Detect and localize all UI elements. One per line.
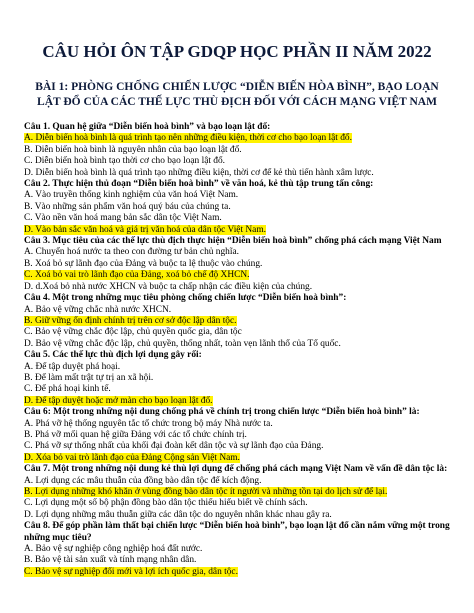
question-block	[24, 293, 450, 350]
answer-option-text: A. Phá vỡ hệ thống nguyên tắc tổ chức trong bộ máy Nhà nước ta.	[24, 418, 273, 429]
answer-option-text: A. Để tập duyệt phá hoại.	[24, 361, 121, 372]
answer-option	[24, 282, 450, 293]
answer-option	[24, 156, 450, 167]
answer-option-text: B. Giữ vững ổn định chính trị trên cơ sở độc lập dân tộc.	[24, 315, 237, 326]
answer-option-text: B. Vào những sản phẩm văn hoá quý báu của chúng ta.	[24, 201, 231, 212]
answer-option-highlighted	[24, 567, 450, 578]
answer-option-highlighted	[24, 487, 450, 498]
answer-option	[24, 190, 450, 201]
answer-option-highlighted	[24, 225, 450, 236]
answer-option	[24, 259, 450, 270]
question-block	[24, 464, 450, 521]
answer-option	[24, 202, 450, 213]
question-block	[24, 521, 450, 578]
document-title: CÂU HỎI ÔN TẬP GDQP HỌC PHẦN II NĂM 2022	[42, 42, 432, 61]
answer-option	[24, 498, 450, 509]
answer-option-highlighted	[24, 133, 450, 144]
question-block	[24, 122, 450, 179]
answer-option-text: D. Vào bản sắc văn hoá và giá trị văn hoá của dân tộc Việt Nam.	[24, 224, 266, 235]
question-text: Câu 6: Một trong những nội dung chống phá về chính trị trong chiến lược “Diễn biến hoà bình” là:	[24, 407, 420, 418]
answer-option	[24, 384, 450, 395]
answer-option-highlighted	[24, 270, 450, 281]
answer-option	[24, 419, 450, 430]
question-text: Câu 4. Một trong những mục tiêu phòng chống chiến lược “Diễn biến hoà bình”:	[24, 293, 347, 304]
answer-option-text: C. Lợi dụng một số bộ phận đồng bào dân tộc thiếu hiểu biết về chính sách.	[24, 498, 308, 509]
lesson-title: BÀI 1: PHÒNG CHỐNG CHIẾN LƯỢC “DIỄN BIẾN HÒA BÌNH”, BẠO LOẠN LẬT ĐỔ CỦA CÁC THẾ LỰC THÙ ĐỊCH ĐỐI VỚI CÁCH MẠNG VIỆT NAM	[35, 81, 439, 108]
answer-option-text: A. Chuyển hoá nước ta theo con đường tư bản chủ nghĩa.	[24, 247, 239, 258]
answer-option-highlighted	[24, 453, 450, 464]
answer-option-text: A. Lợi dụng các mâu thuẫn của đồng bào dân tộc để kích động.	[24, 475, 262, 486]
question-text: Câu 3. Mục tiêu của các thế lực thù địch thực hiện “Diễn biến hoà bình” chống phá cách mạng Việt Nam	[24, 236, 442, 247]
answer-option-highlighted	[24, 396, 450, 407]
answer-option-text: A. Vào truyền thống kinh nghiệm của văn hoá Việt Nam.	[24, 190, 239, 201]
question-block	[24, 236, 450, 293]
answer-option	[24, 476, 450, 487]
answer-option	[24, 373, 450, 384]
answer-option	[24, 327, 450, 338]
answer-option-text: C. Vào nền văn hoá mang bản sắc dân tộc Việt Nam.	[24, 213, 222, 224]
answer-option-text: C. Bảo vệ sự nghiệp đổi mới và lợi ích quốc gia, dân tộc.	[24, 566, 238, 577]
answer-option-text: B. Để làm mất trật tự trị an xã hội.	[24, 372, 154, 383]
question-text: Câu 1. Quan hệ giữa “Diễn biến hoà bình” và bạo loạn lật đổ:	[24, 122, 271, 132]
answer-option	[24, 510, 450, 521]
answer-option-text: C. Để phá hoại kinh tế.	[24, 384, 111, 395]
answer-option	[24, 305, 450, 316]
answer-option-text: C. Diễn biến hoà bình tạo thời cơ cho bạo loạn lật đổ.	[24, 156, 226, 167]
answer-option	[24, 430, 450, 441]
question-text: Câu 7. Một trong những nội dung kẻ thù lợi dụng để chống phá cách mạng Việt Nam về vấn đề dân tộc là:	[24, 464, 448, 475]
answer-option-text: A. Diễn biến hoà bình là quá trình tạo nên những điều kiện, thời cơ cho bạo loạn lật đổ.	[24, 133, 352, 144]
question-block	[24, 179, 450, 236]
answer-option-text: D. Xóa bỏ vai trò lãnh đạo của Đảng Cộng sản Việt Nam.	[24, 452, 240, 463]
answer-option-text: D. d.Xoá bỏ nhà nước XHCN và buộc ta chấp nhận các điều kiện của chúng.	[24, 281, 313, 292]
answer-option	[24, 441, 450, 452]
answer-option	[24, 145, 450, 156]
answer-option-text: B. Phá vỡ mối quan hệ giữa Đảng với các tổ chức chính trị.	[24, 429, 247, 440]
answer-option-text: A. Bảo vệ sự nghiệp công nghiệp hoá đất nước.	[24, 544, 203, 555]
answer-option	[24, 339, 450, 350]
answer-option-text: D. Bảo vệ vững chắc độc lập, chủ quyền, thống nhất, toàn vẹn lãnh thổ của Tổ quốc.	[24, 338, 341, 349]
answer-option-text: B. Xoá bỏ sự lãnh đạo của Đảng và buộc ta lệ thuộc vào chúng.	[24, 258, 263, 269]
answer-option	[24, 168, 450, 179]
question-block	[24, 350, 450, 407]
answer-option-highlighted	[24, 316, 450, 327]
question-text: Câu 8. Để góp phần làm thất bại chiến lược “Diễn biến hoà bình”, bạo loạn lật đổ cần nắm vững một trong những mục tiêu?	[24, 521, 450, 543]
answer-option-text: B. Diễn biến hoà bình là nguyên nhân của bạo loạn lật đổ.	[24, 144, 242, 155]
question-text: Câu 5. Các thế lực thù địch lợi dụng gây rối:	[24, 350, 202, 361]
answer-option	[24, 544, 450, 555]
answer-option	[24, 362, 450, 373]
question-text: Câu 2. Thực hiện thủ đoạn “Diễn biến hoà bình” về văn hoá, kẻ thù tập trung tấn công:	[24, 179, 374, 190]
answer-option-text: D. Diễn biến hoà bình là quá trình tạo những điều kiện, thời cơ để kẻ thù tiến hành xâm lược.	[24, 167, 374, 178]
answer-option	[24, 247, 450, 258]
answer-option-text: D. Để tập duyệt hoặc mở màn cho bạo loạn lật đổ.	[24, 395, 213, 406]
answer-option-text: B. Bảo vệ tài sản xuất và tính mạng nhân dân.	[24, 555, 197, 566]
answer-option-text: D. Lợi dụng những mâu thuẫn giữa các dân tộc do nguyên nhân khác nhau gây ra.	[24, 509, 332, 520]
answer-option	[24, 213, 450, 224]
question-block	[24, 407, 450, 464]
answer-option-text: C. Bảo vệ vững chắc độc lập, chủ quyền quốc gia, dân tộc	[24, 327, 242, 338]
answer-option	[24, 555, 450, 566]
answer-option-text: C. Xoá bỏ vai trò lãnh đạo của Đảng, xoá bỏ chế độ XHCN.	[24, 270, 250, 281]
answer-option-text: C. Phá vỡ sự thống nhất của khối đại đoàn kết dân tộc và sự lãnh đạo của Đảng.	[24, 441, 324, 452]
question-list	[24, 122, 450, 578]
answer-option-text: A. Bảo vệ vững chắc nhà nước XHCN.	[24, 304, 172, 315]
answer-option-text: B. Lợi dụng những khó khăn ở vùng đồng bào dân tộc ít người và những tồn tại do lịch sử để lại.	[24, 487, 388, 497]
